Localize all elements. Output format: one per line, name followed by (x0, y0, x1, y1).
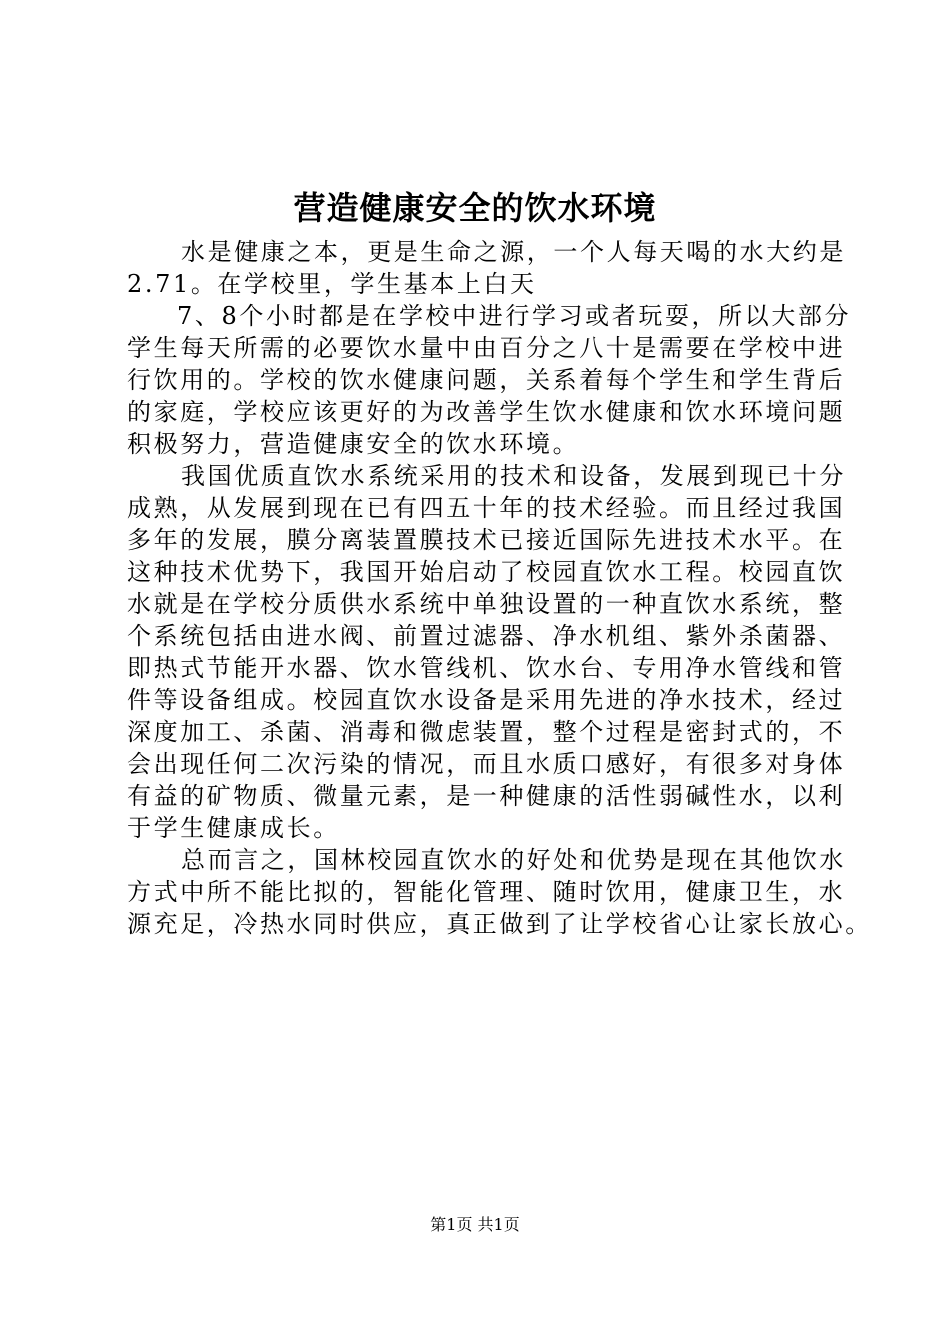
text-line: 件等设备组成。校园直饮水设备是采用先进的净水技术，经过 (127, 686, 846, 714)
text-line: 的家庭，学校应该更好的为改善学生饮水健康和饮水环境问题 (127, 398, 846, 426)
text-line: 水就是在学校分质供水系统中单独设置的一种直饮水系统，整 (127, 590, 846, 618)
document-body (127, 236, 872, 940)
text-line: 会出现任何二次污染的情况，而且水质口感好，有很多对身体 (127, 750, 846, 778)
paragraph-4 (127, 844, 872, 940)
paragraph-1 (127, 236, 847, 300)
text-line: 水是健康之本，更是生命之源，一个人每天喝的水大约是 (181, 238, 846, 266)
text-line: 总而言之，国林校园直饮水的好处和优势是现在其他饮水 (181, 846, 846, 874)
text-line: 我国优质直饮水系统采用的技术和设备，发展到现已十分 (181, 462, 846, 490)
text-line: 成熟，从发展到现在已有四五十年的技术经验。而且经过我国 (127, 494, 846, 522)
paragraph-3 (127, 460, 847, 844)
text-line: 深度加工、杀菌、消毒和微虑装置，整个过程是密封式的，不 (127, 718, 846, 746)
document-title: 营造健康安全的饮水环境 (293, 189, 657, 227)
text-line: 方式中所不能比拟的，智能化管理、随时饮用，健康卫生，水 (127, 878, 846, 906)
text-line: 即热式节能开水器、饮水管线机、饮水台、专用净水管线和管 (127, 654, 846, 682)
text-line: 2.71。在学校里，学生基本上白天 (127, 270, 537, 298)
text-line: 多年的发展，膜分离装置膜技术已接近国际先进技术水平。在 (127, 526, 846, 554)
paragraph-2 (127, 300, 852, 460)
text-line: 行饮用的。学校的饮水健康问题，关系着每个学生和学生背后 (127, 366, 846, 394)
text-line: 个系统包括由进水阀、前置过滤器、净水机组、紫外杀菌器、 (127, 622, 846, 650)
page-number-footer: 第1页 共1页 (430, 1215, 520, 1234)
text-line: 源充足，冷热水同时供应，真正做到了让学校省心让家长放心。 (127, 910, 872, 938)
text-line: 学生每天所需的必要饮水量中由百分之八十是需要在学校中进 (127, 334, 846, 362)
text-line: 有益的矿物质、微量元素，是一种健康的活性弱碱性水，以利 (127, 782, 846, 810)
text-line: 7、8个小时都是在学校中进行学习或者玩耍，所以大部分 (177, 302, 852, 330)
text-line: 这种技术优势下，我国开始启动了校园直饮水工程。校园直饮 (127, 558, 846, 586)
text-line: 积极努力，营造健康安全的饮水环境。 (127, 430, 580, 458)
text-line: 于学生健康成长。 (127, 814, 340, 842)
